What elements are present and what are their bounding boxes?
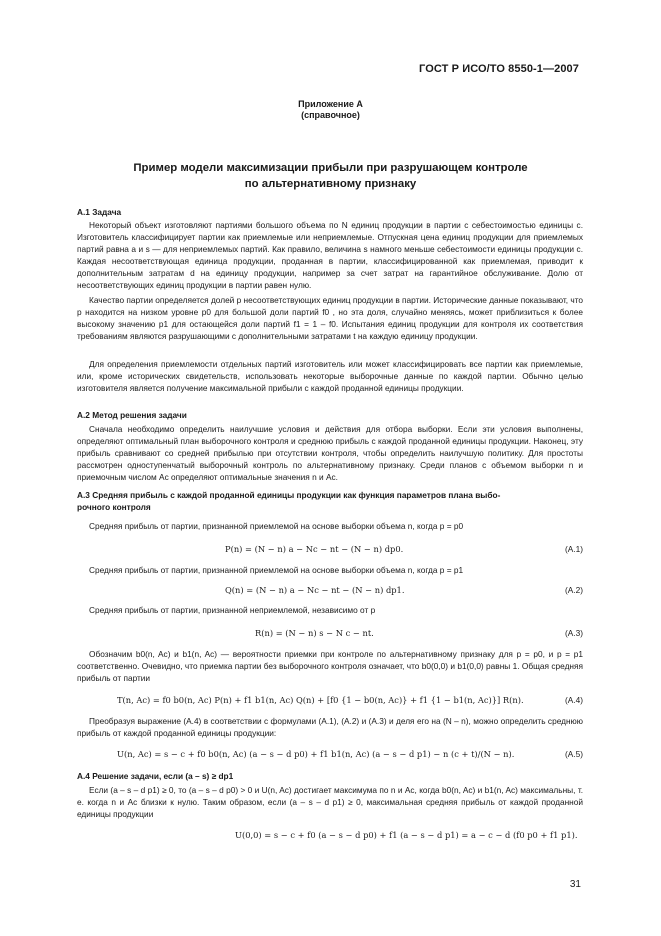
equation-a2-body: Q(n) = (N − n) a − Nc − nt − (N − n) dp1. [225, 585, 405, 595]
text-a3-3: Средняя прибыль от партии, признанной неприемлемой, независимо от p [89, 605, 376, 615]
section-heading-a4: А.4 Решение задачи, если (a – s) ≥ dp1 [77, 771, 234, 781]
paragraph-a2-1: Сначала необходимо определить наилучшие условия и действия для отбора выборки. Если эти условия выполнены, определяют оптимальный план выборочного контроля и среднюю прибыль с каждой проданной единицы продукции. Наконец, эту прибыль сравнивают со средней прибылью при отсутствии контроля, чтобы определить наилучшую политику. Для простоты рассмотрен одноступенчатый выборочный контроль по альтернативному признаку. Среди планов с объемом выборки n и приемочным числом Ас определяют оптимальные значения n и Ас. [77, 424, 583, 482]
equation-a5-number: (А.5) [565, 749, 583, 759]
equation-a3-number: (А.3) [565, 628, 583, 638]
page-title-line2: по альтернативному признаку [244, 178, 417, 190]
equation-a1-number: (А.1) [565, 544, 583, 554]
section-heading-a3-line2: рочного контроля [77, 501, 151, 512]
equation-a4-number: (А.4) [565, 695, 583, 705]
equation-a5-body: U(n, Ac) = s − c + f0 b0(n, Ac) (a − s − d p0) + f1 b1(n, Ac) (a − s − d p1) − n (c + t)/(N − n). [117, 749, 515, 759]
paragraph-a1-1: Некоторый объект изготовляют партиями большого объема по N единиц продукции в партии с себестоимостью единицы c. Изготовитель классифицирует партии как приемлемые или неприемлемые. Отпускная цена единиц продукции для приемлемых партий равна a и s — для неприемлемых партий. Как правило, величина s намного меньше себестоимости единицы продукции c. Каждая несоответствующая единица продукции, проданная в партии, классифицированной как приемлемая, приводит к дополнительным затратам d на единицу продукции, например за счет затрат на гарантийное обслуживание. Долю от несоответствующих единиц продукции в партии равен нулю. [77, 220, 583, 290]
annex-status: (справочное) [301, 110, 360, 120]
equation-a1-body: P(n) = (N − n) a − Nc − nt − (N − n) dp0. [225, 544, 404, 554]
paragraph-a1-2: Качество партии определяется долей p несоответствующих единиц продукции в партии. Исторические данные показывают, что p находится на низком уровне p0 для большой доли партий f0 , но эта доля, случайно меняясь, может приблизиться к более высокому значению p1 для остающейся доли партий f1 = 1 – f0. Испытания единиц продукции для контроля их соответствия требованиям являются разрушающими с дополнительными затратами t на каждую единицу продукции. [77, 295, 584, 341]
text-a3-5: Преобразуя выражение (А.4) в соответствии с формулами (А.1), (А.2) и (А.3) и деля его на (N – n), можно определить среднюю прибыль от каждой проданной единицы продукции: [77, 716, 583, 738]
text-a3-4: Обозначим b0(n, Ac) и b1(n, Ac) — вероятности приемки при контроле по альтернативному признаку для p = p0, и p = p1 соответственно. Очевидно, что приемка партии без выборочного контроля означает, что b0(0,0) и b1(0,0) равны 1. Общая средняя прибыль от партии [77, 649, 583, 683]
equation-a2-number: (А.2) [565, 585, 583, 595]
section-heading-a1: А.1 Задача [77, 207, 122, 217]
standard-id: ГОСТ Р ИСО/ТО 8550-1—2007 [419, 63, 579, 75]
page-title-line1: Пример модели максимизации прибыли при разрушающем контроле [133, 162, 528, 174]
annex-label: Приложение А [298, 99, 363, 109]
equation-a4-result-body: U(0,0) = s − c + f0 (a − s − d p0) + f1 (a − s − d p1) = a − c − d (f0 p0 + f1 p1). [235, 830, 578, 840]
page-number: 31 [569, 879, 581, 890]
section-heading-a3 [77, 490, 583, 514]
section-heading-a2: А.2 Метод решения задачи [77, 410, 187, 420]
equation-a4-body: T(n, Ac) = f0 b0(n, Ac) P(n) + f1 b1(n, Ac) Q(n) + [f0 {1 − b0(n, Ac)} + f1 {1 − b1(n, Ac)}] R(n). [117, 695, 524, 705]
text-a3-2: Средняя прибыль от партии, признанной приемлемой на основе выборки объема n, когда p = p1 [89, 565, 464, 575]
text-a3-1: Средняя прибыль от партии, признанной приемлемой на основе выборки объема n, когда p = p0 [89, 521, 464, 531]
paragraph-a1-3: Для определения приемлемости отдельных партий изготовитель или может классифицировать все партии как приемлемые, или, кроме исторических свидетельств, использовать некоторые выборочные данные по каждой партии. Обычно целью изготовителя является получение максимальной прибыли с каждой проданной единицы продукции. [77, 359, 583, 393]
section-heading-a3-line1: А.3 Средняя прибыль с каждой проданной единицы продукции как функция параметров плана выбо- [77, 490, 501, 500]
equation-a3-body: R(n) = (N − n) s − N c − nt. [255, 628, 374, 638]
paragraph-a4-1: Если (a – s – d p1) ≥ 0, то (a – s – d p0) > 0 и U(n, Ac) достигает максимума по n и Ac, когда b0(n, Ac) и b1(n, Ac) максимальны, т. е. когда n и Ac близки к нулю. Таким образом, если (a – s – d p1) ≥ 0, максимальная средняя прибыль от каждой проданной единицы продукции [77, 785, 583, 819]
